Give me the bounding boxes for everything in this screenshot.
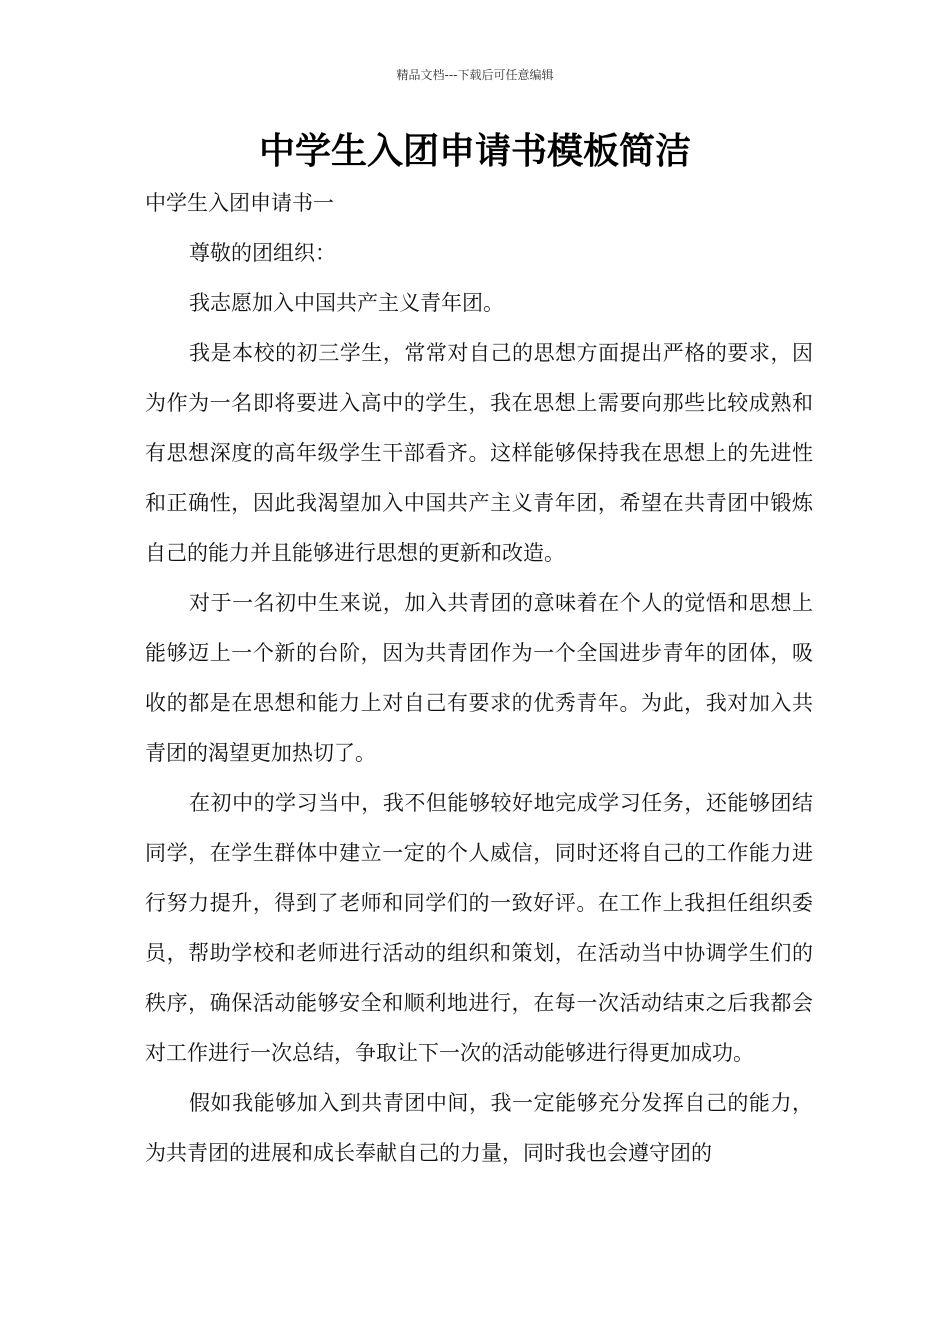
paragraph: 对于一名初中生来说，加入共青团的意味着在个人的觉悟和思想上能够迈上一个新的台阶，因为共青团作为一个全国进步青年的团体，吸收的都是在思想和能力上对自己有要求的优秀青年。为此，我对加入共青团的渴望更加热切了。 (145, 591, 813, 765)
document-title: 中学生入团申请书模板简洁 (258, 131, 691, 172)
paragraph: 假如我能够加入到共青团中间，我一定能够充分发挥自己的能力，为共青团的进展和成长奉献自己的力量，同时我也会遵守团的 (145, 1091, 813, 1165)
salutation: 尊敬的团组织： (189, 241, 336, 265)
paragraph: 我志愿加入中国共产主义青年团。 (189, 291, 504, 315)
document-body (145, 178, 813, 1178)
document-subtitle: 中学生入团申请书一 (145, 191, 334, 215)
paragraph: 我是本校的初三学生，常常对自己的思想方面提出严格的要求，因为作为一名即将要进入高中的学生，我在思想上需要向那些比较成熟和有思想深度的高年级学生干部看齐。这样能够保持我在思想上的先进性和正确性，因此我渴望加入中国共产主义青年团，希望在共青团中锻炼自己的能力并且能够进行思想的更新和改造。 (145, 341, 813, 565)
header-note: 精品文档---下载后可任意编辑 (396, 68, 554, 82)
paragraph: 在初中的学习当中，我不但能够较好地完成学习任务，还能够团结同学，在学生群体中建立一定的个人威信，同时还将自己的工作能力进行努力提升，得到了老师和同学们的一致好评。在工作上我担任组织委员，帮助学校和老师进行活动的组织和策划，在活动当中协调学生们的秩序，确保活动能够安全和顺利地进行，在每一次活动结束之后我都会对工作进行一次总结，争取让下一次的活动能够进行得更加成功。 (145, 791, 813, 1065)
